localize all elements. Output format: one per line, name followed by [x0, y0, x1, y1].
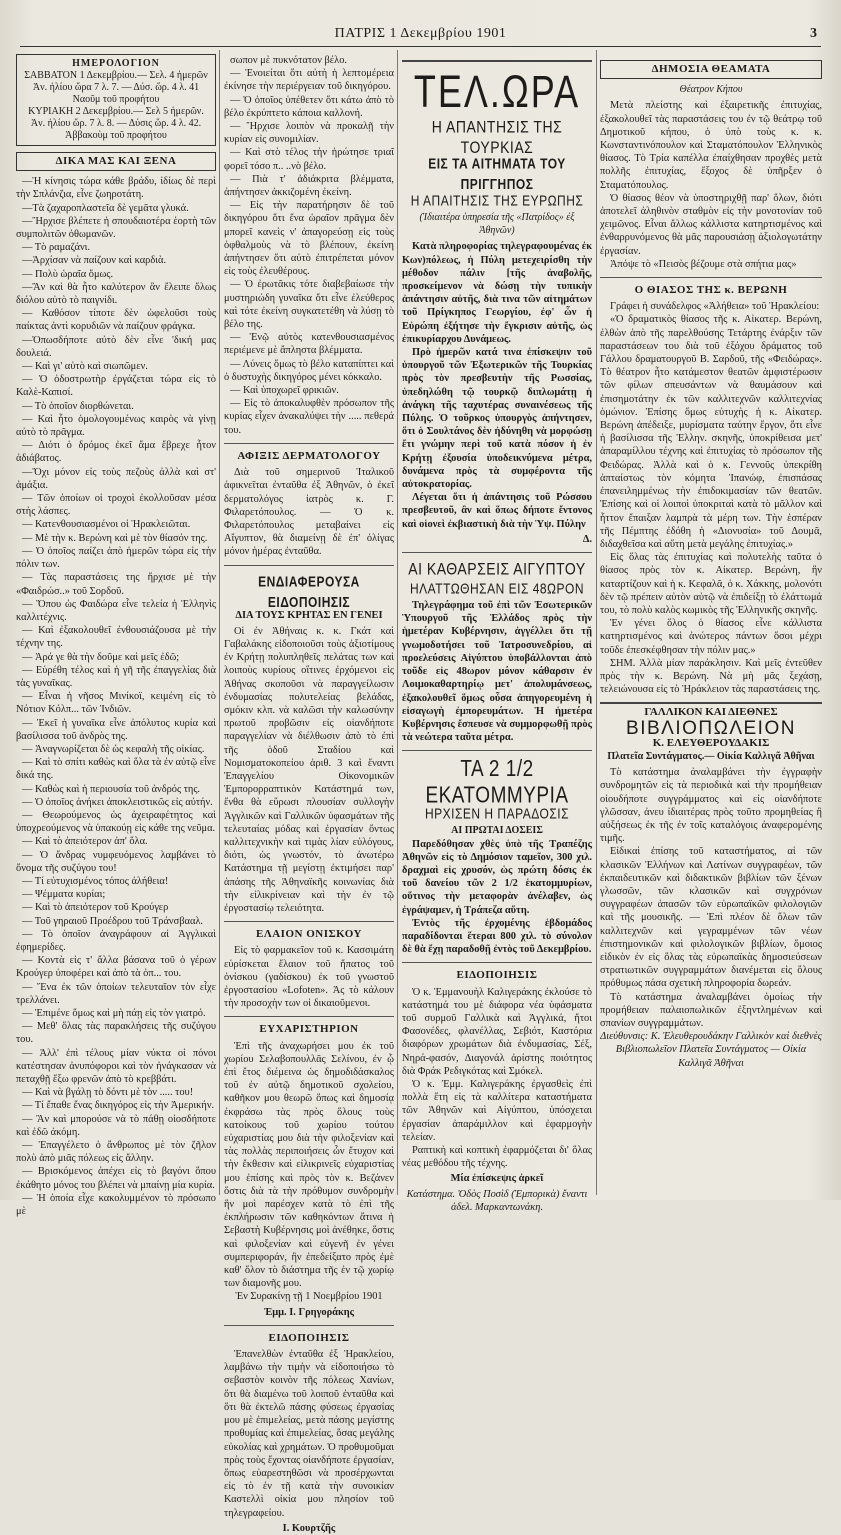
news-item: — Θεωρούμενος ὡς ἀχειραφέτητος καὶ ὑποχρεούμενος νὰ ὑπακούῃ εἰς κάθε της νεῦμα.	[16, 809, 216, 835]
news-item: — Διότι ὁ δρόμος ἐκεῖ ἅμα ἔβρεχε ἦτον ἀδιάβατος.	[16, 440, 216, 465]
news-item: — Μεθ' ὅλας τὰς παρακλήσεις τῆς συζύγου του.	[16, 1021, 216, 1046]
calendar-title: ΗΜΕΡΟΛΟΓΙΟΝ	[72, 58, 160, 69]
divider	[224, 1016, 394, 1017]
bookshop-text-3: Τὸ κατάστημα ἀναλαμβάνει ὁμοίως τὴν προμήθειαν παλαιοπωλικῶν ἐξηντλημένων καὶ σπανίων συγγραμμάτων.	[600, 991, 822, 1030]
story-paragraph: — Ἐνῷ αὐτὸς κατενθουσιασμένος περιέμενε μὲ ἄπληστα βλέμματα.	[224, 332, 394, 357]
news-item: — Τὰς παραστάσεις της ἤρχισε μὲ τὴν «Φαιδρώσ..» τοῦ Σορδοῦ.	[16, 572, 216, 597]
oil-text: Εἰς τὸ φαρμακεῖον τοῦ κ. Κασσιμάτη εὑρίσκεται ἔλαιον τοῦ ἥπατος τοῦ ὀνίσκου (γαδίσκου) ἐκ τοῦ γνωστοῦ ἐργοστασίου «Lofoten». Ἀς τὸ κάλουν τὴν προσοχὴν των οἱ δικαιοῦμενοι.	[224, 945, 394, 1010]
divider	[402, 962, 592, 963]
spectacles-text-3: Ἀπόψε τὸ «Πεισὸς βέζουμε στὰ σπήτια μας»	[610, 258, 797, 270]
tailor-notice-text-2: Ὁ κ. Ἐμμ. Καλιγεράκης ἐργασθεὶς ἐπὶ πολλὰ ἔτη εἰς τὰ καλλίτερα καταστήματα τῶν Ἀθηνῶν καὶ Αἰγύπτου, ὑπόσχεται ἐργασίαν ἀπαράμιλλον καὶ ἐφαρμογὴν τελείαν.	[402, 1078, 592, 1143]
calendar-lines	[21, 70, 211, 142]
divider	[402, 750, 592, 751]
dermatologist-title: ΑΦΙΞΙΣ ΔΕΡΜΑΤΟΛΟΓΟΥ	[237, 449, 381, 462]
news-item: — Τοῦ γηραιοῦ Προέδρου τοῦ Τράνσβααλ.	[22, 915, 204, 927]
bookshop-owner: Κ. ΕΛΕΥΘΕΡΟΥΔΑΚΙΣ	[652, 736, 770, 749]
veroni-text-3: Ἐν γένει ὅλος ὁ θίασος εἶνε κάλλιστα κατηρτισμένος καὶ ἀνώτερος πάντων ὅσοι μέχρι τοῦδε ἐπεσκέφθησαν τὴν πόλιν μας.»	[600, 618, 822, 656]
news-item: — Καὶ τὸ ἀπειότερον τοῦ Κρούγερ	[22, 902, 169, 914]
divider	[600, 277, 822, 278]
veroni-text-4: ΣΗΜ. Ἀλλὰ μίαν παράκλησιν. Καὶ μεῖς ἐντεῦθεν πρὸς τὴν κ. Βερώνη. Νὰ μὴ μᾶς ξεχάσῃ, τελειώνουσα εἰς τὸ Ἡράκλειον τὰς παραστάσεις της.	[600, 657, 822, 696]
news-item: — Τὸ ραμαζάνι.	[22, 242, 91, 254]
tailor-notice-title: ΕΙΔΟΠΟΙΗΣΙΣ	[456, 969, 538, 982]
bookshop-address: Πλατεῖα Συντάγματος.— Οἰκία Καλλιγᾶ Ἀθῆναι	[607, 750, 815, 762]
divider	[224, 921, 394, 922]
telegram-2: Πρὸ ἡμερῶν κατά τινα ἐπίσκεψιν τοῦ ὑπουργοῦ τῶν Ἐξωτερικῶν τῆς Τουρκίας πρὸς τὸν πρεσβευτὴν τῆς Ρωσσίας, ὑπεδηλώθη τῷ τουρκῷ διπλωμάτῃ ἡ ἀνάγκη τῆς ταχυτέρας συναινέσεως τῆς Πύλης. Ὁ τοῦρκος ὑπουργὸς ἀπήντησεν, ὅτι ὁ Σουλτάνος δὲν ἠδύνηθη νὰ μορφώσῃ ἔτι γνώμην περὶ τοῦ κατὰ πόσον ἡ ἐν Κρήτῃ ἐξουσία ὑποδεικνύμενα μέτρα, δυνάμενα πρὸς τὰ συμφέροντα τῆς αὐτοκρατορίας.	[402, 347, 592, 491]
millions-text: Παρεδόθησαν χθὲς ὑπὸ τῆς Τραπέζης Ἀθηνῶν εἰς τὸ Δημόσιον ταμεῖον, 300 χιλ. δραχμαὶ εἰς χρυσόν, ὡς πρώτη δόσις ἐκ τοῦ δανείου τῶν 2 1/2 ἑκατομμυρίων, οὕτινος τὴν μεταφορὰν ἀνέλαβεν, ὡς ἐγράψαμεν, ἡ Τράπεζα αὕτη.	[402, 838, 592, 916]
veroni-text-1: «Ὁ δραματικὸς θίασος τῆς κ. Αἰκατερ. Βερώνη, ἐλθὼν ἀπὸ τῆς παρελθούσης Τετάρτης ἐνάρξιν τῶν παραστάσεων του διὰ τοῦ ἐξόχου δράματος τοῦ Γάλλου δραματουργοῦ Β. Σαρδοῦ, τῆς «Φειδώρας». Τὸ θέατρον ἦτο κατάμεστον θεατῶν ἀμφιστέρωσιν τῶν φίλων σπευσάντων νὰ θαυμάσουν καὶ ἐπισημοτάτην ἐκ τῶν καλλιτεχνῶν καλλιτεχνίας ὁμώνιον. Ἐπίσης ὅμως εὐτυχὴς ἡ κ. Αἰκατερ. Βερώνη ἀπέδειξε, μυρίσματα ταύτην ἔργον, ὅτι εἶνε ἡ βασίλισσα τῆς Ἑλλην. σκηνῆς, ὑποκρίθεισα μετ' ἀπαραμίλλου τέχνης καὶ ἐπιτυχίας τὸ πρόσωπον τῆς Φειδώρας. Ἀλλὰ καὶ ὁ κ. Γεννοῦς ὑπεκρίθη ἀπταίστως τὸν κόμητα Ἰπανώφ, ἐπισπάσας ἐπανειλημμένως τὴν ἐπιδοκιμασίαν τῶν θεατῶν. Ἐπίσης καὶ οἱ λοιποὶ ὑποκριταὶ κατὰ τὸ μᾶλλον καὶ ἧττον ἔπαιξαν λαμπρὰ τὰ μέρη των. Τὴν ἑσπέραν τῆς Πέμπτης ἐδόθη ἡ «Διονυσία» τοῦ Δουμᾶ, διδαχθεῖσα καὶ αὕτη μετὰ μεγάλης ἐπιτυχίας.»	[600, 314, 822, 550]
news-item: —Ἂν καὶ θὰ ἦτο καλύτερον ἂν ἔλειπε ὅλως διόλου αὐτὸ τὸ παιγνίδι.	[16, 281, 216, 307]
news-item: — Καὶ τὸ σπίτι καθὼς καὶ ὅλα τὰ ἐν αὐτῷ εἶνε δικά της.	[16, 757, 216, 782]
news-item: — Καὶ τὸ ἀπειότερον ἀπ' ὅλα.	[22, 836, 148, 848]
egypt-subtitle: ΗΛΑΤΤΩΘΗΣΑΝ ΕΙΣ 48ΩΡΟΝ	[409, 580, 585, 598]
notice2-title: ΕΙΔΟΠΟΙΗΣΙΣ	[268, 1331, 350, 1344]
story-paragraph: — Ὁ ὁποῖος ὑπέθετεν ὅτι κάτω ἀπὸ τὸ βέλο ἐκρύπτετο κάποια καλλονή.	[224, 94, 394, 119]
news-item: — Ὅπου ὡς Φαιδώρα εἶνε τελεία ἡ Ἑλληνὶς καλλιτέχνις.	[16, 598, 216, 623]
column-1	[16, 54, 216, 1218]
thanks-title: ΕΥΧΑΡΙΣΤΗΡΙΟΝ	[259, 1023, 359, 1036]
news-item: — Εὑρέθη τέλος καὶ ἡ γῆ τῆς ἐπαγγελίας διὰ τὰς γυναῖκας.	[16, 664, 216, 689]
millions-title: ΤΑ 2 1/2 ΕΚΑΤΟΜΜΥΡΙΑ	[425, 757, 569, 809]
bookshop-pretitle: ΓΑΛΛΙΚΟΝ ΚΑΙ ΔΙΕΘΝΕΣ	[644, 706, 778, 719]
divider	[224, 443, 394, 444]
news-item: — Καθόσον τίποτε δὲν ὠφελοῦσι τοὺς παίκτας ἀντὶ κορυδιῶν νὰ παίζουν φράγκα.	[16, 308, 216, 333]
tailor-notice-address: Κατάστημα. Ὁδὸς Ποσὶδ (Ἐμπορικὰ) ἔναντι ἀδελ. Μαρκαντωνάκη.	[406, 1188, 588, 1213]
news-item: —Ἡ κίνησις τώρα κάθε βράδυ, ἰδίως δὲ περὶ τὴν Σπλάνζια, εἶνε ζωηροτάτη.	[16, 176, 216, 201]
story-paragraph: — Εἰς τὸ ἀποκαλυφθὲν πρόσωπον τῆς κυρίας εἶχεν ἀνακαλύψει τὴν ..... πεθερά του.	[224, 398, 394, 436]
telegram-signature: Δ.	[582, 533, 592, 545]
news-item: —Ὄχι μόνον εἰς τοὺς πεζοὺς ἀλλὰ καὶ στ' ἀμάξια.	[16, 466, 216, 491]
veroni-title: Ο ΘΙΑΣΟΣ ΤΗΣ κ. ΒΕΡΩΝΗ	[634, 284, 788, 297]
tailor-notice-text-1: Ὁ κ. Ἐμμανουὴλ Καλιγεράκης ἐκλούσε τὸ κατάστημά του μὲ διάφορα νέα ὑφάσματα τοῦ συρμοῦ Γαλλικὰ καὶ Ἀγγλικά, ἤτοι Φασονέδες, φλανέλλας, Σεβιότ, Καστόρια διαφόρων χρωμάτων διὰ ἐνδυμασίας, Σέξ, Νηρά-φασόν, Διαγονάλ ἀρίστης ποιότητος διὰ Φράκ Ρεδιγκότας καὶ Σμόκελ.	[402, 986, 592, 1077]
divider	[402, 60, 592, 62]
story-paragraph: — Πιὰ τ' ἀδιάκριτα βλέμματα, ἀπήντησεν ἀκκιζομένη ἐκείνη.	[224, 173, 394, 199]
story-paragraph: — Καὶ στὸ τέλος τὴν ἠρώτησε τριαῖ φορεῖ τόσο π.. ..νὸ βέλο.	[224, 147, 394, 172]
thanks-signature: Ἐμμ. Ι. Γρηγοράκης	[263, 1306, 355, 1318]
telegram-3: Λέγεται ὅτι ἡ ἀπάντησις τοῦ Ρώσσου πρεσβευτοῦ, ἂν καὶ ὅπως δήποτε ἔντονος καὶ οἱονεὶ ἐκβιαστικὴ διὰ τὴν Ὑψ. Πύλην	[402, 492, 592, 530]
news-item: — Βρισκόμενος ἀπέχει εἰς τὸ βαγόνι ὅπου ἐκάθητο μόνος του βλέπει νὰ μπαίνῃ μία κυρία.	[16, 1166, 216, 1191]
calendar-line: Ἀν. ἡλίου ὥρ. 7 λ. 8. — Δύσις ὥρ. 4 λ. 42.	[30, 118, 202, 129]
column-divider	[397, 50, 398, 1195]
headline-a: Η ΑΠΑΝΤΗΣΙΣ ΤΗΣ ΤΟΥΡΚΙΑΣ	[431, 117, 563, 157]
notice2-signature: Ι. Κουρτζῆς	[282, 1522, 336, 1534]
page-number: 3	[810, 26, 817, 41]
story-paragraph: — Ἐνοιείται ὅτι αὐτὴ ἡ λεπτομέρεια ἐκίνησε τὴν περιέργειαν τοῦ δικηγόρου.	[224, 68, 394, 93]
story-paragraph: — Λύνεις ὅμως τὸ βέλο καταπίπτει καὶ ὁ δυστυχὴς δικηγόρος μένει κόκκαλο.	[224, 358, 394, 383]
millions-text-2: Ἐντὸς τῆς ἐρχομένης ἑβδομάδος παραδίδονται ἕτεραι 800 χιλ. τὸ σύνολον δὲ θὰ ἔχῃ παραδοθῇ ἐντὸς τοῦ Δεκεμβρίου.	[402, 917, 592, 956]
news-item: — Τὸ ὁποῖον διορθώνεται.	[22, 400, 134, 412]
news-item: — Τί ἔπαθε ἕνας δικηγόρος εἰς τὴν Ἀμερικήν.	[22, 1100, 215, 1112]
headline-c: Η ΑΠΑΙΤΗΣΙΣ ΤΗΣ ΕΥΡΩΠΗΣ	[410, 192, 584, 209]
correspondent-note: (Ἰδιαιτέρα ὑπηρεσία τῆς «Πατρίδος» ἐξ Ἀθηνῶν)	[419, 212, 575, 237]
headline-b: ΕΙΣ ΤΑ ΑΙΤΗΜΑΤΑ ΤΟΥ ΠΡΙΓΓΗΠΟΣ	[428, 155, 566, 193]
notice-banner-1: ΕΝΔΙΑΦΕΡΟΥΣΑ ΕΙΔΟΠΟΙΗΣΙΣ	[258, 572, 360, 610]
divider	[402, 552, 592, 553]
egypt-text: Τηλεγράφημα τοῦ ἐπὶ τῶν Ἐσωτερικῶν Ὑπουργοῦ τῆς Ἑλλάδος πρὸς τὴν ἡμετέραν Κυβέρνησιν, ἀγγέλλει ὅτι τῇ γνωμοδοτήσει τοῦ Ἰατροσυνεδρίου, αἱ προελεύσεις Αἰγύπτου ὑποβάλλονται ἀπὸ τοῦδε εἰς 48ωρον μόνον κάθαρσιν ἐν Λοιμοκαθαρτηρίῳ μετ' ἀπολυμάνσεως, ἐξακολουθεῖ ὅμως οὖσα ἀπηγορευμένη ἡ εἰσαγωγὴ ἐμπορευμάτων. Ἡ ἡμετέρα Κυβέρνησις ἔσπευσε νὰ συμμορφωθῇ πρὸς τὰ νεώτερα ταῦτα μέτρα.	[402, 600, 592, 744]
thanks-date: Ἐν Συρακίνῃ τῇ 1 Νοεμβρίου 1901	[235, 1291, 383, 1303]
news-item: — Ψέμματα κυρίαι;	[22, 889, 106, 901]
story-paragraph: — Εἰς τὴν παρατήρησιν δὲ τοῦ δικηγόρου ὅτι ἕνα ὡραῖον πρᾶγμα δὲν μπορεῖ κανεὶς ν' ἀπαγορεύσῃ εἰς τοὺς ὀφθαλμοὺς νὰ τὸ βλέπουν, ἐκείνη ἀπήντησεν ὅτι αὐτὸ ἐπιτρέπεται μόνον εἰς τοὺς ἐλευθέρους.	[224, 200, 394, 278]
news-item: —Ὁπωσδήποτε αὐτὸ δὲν εἶνε 'δική μας δουλειά.	[16, 334, 216, 359]
news-item: — Μὲ τὴν κ. Βερώνη καὶ μὲ τὸν θίασόν της.	[22, 532, 208, 544]
news-item: — Κοντὰ εἰς τ' ἄλλα βάσανα τοῦ ὁ γέρων Κρούγερ ὑποφέρει καὶ ἀπὸ τὰ ὀπ... του.	[16, 955, 216, 980]
spectacles-title: ΔΗΜΟΣΙΑ ΘΕΑΜΑΤΑ	[600, 60, 822, 79]
news-item: — Κατενθουσιασμένοι οἱ Ἡρακλειῶται.	[22, 519, 191, 531]
news-item: — Τὸ ὁποῖον ἀναγράφουν αἱ Ἀγγλικαὶ ἐφημερίδες.	[16, 928, 216, 953]
section-title: ΔΙΚΑ ΜΑΣ ΚΑΙ ΞΕΝΑ	[16, 152, 216, 171]
calendar-line: Ναοῦμ τοῦ προφήτου	[72, 94, 160, 105]
calendar-line: ΚΥΡΙΑΚΗ 2 Δεκεμβρίου.— Σελ 5 ἡμερῶν.	[28, 106, 204, 117]
bookshop-text-1: Τὸ κατάστημα ἀναλαμβάνει τὴν ἐγγραφὴν συνδρομητῶν εἰς τὰ περιοδικὰ καὶ τὴν προμήθειαν οἱουδήποτε συγγράμματος καὶ εἰς οἱανδήποτε γλῶσσαν, ἀνευ ἰδιαιτέρας πρὸς τοῦτο προμηθείας ἢ αὐξήσεως ἐκ τῆς ἐν τοῖς καταλόγοις ἀναφερομένης τιμῆς.	[600, 767, 822, 845]
news-item: — Ἡ ὁποία εἶχε κακολυμμένον τὸ πρόσωπο μὲ	[16, 1192, 216, 1218]
news-items	[16, 175, 216, 1218]
news-item: — Καὶ νὰ βγάλῃ τὸ δόντι μὲ τὸν ..... του!	[22, 1087, 194, 1099]
millions-subtitle-2: ΑΙ ΠΡΩΤΑΙ ΔΟΣΕΙΣ	[451, 825, 543, 837]
news-item: — Ἐπαγγέλετο ὁ ἄνθρωπος μὲ τὸν ζῆλον πολὺ ἀπὸ μιᾶς πόλεως εἰς ἄλλην.	[16, 1140, 216, 1165]
column-divider	[219, 50, 220, 1195]
dermatologist-text: Διὰ τοῦ σημερινοῦ Ἰταλικοῦ ἀφικνεῖται ἐνταῦθα ἐξ Ἀθηνῶν, ὁ ἐκεῖ δερματολόγος ἰατρὸς κ. Γ. Φιλαρετόπουλος. — Ὁ κ. Φιλαρετόπουλος μεταβαίνει εἰς Αἴγυπτον, θὰ διαμείνῃ δὲ ἐπ' ὀλίγας μόνον ἡμέρας ἐνταῦθα.	[224, 467, 394, 558]
egypt-title: ΑΙ ΚΑΘΑΡΣΕΙΣ ΑΙΓΥΠΤΟΥ	[408, 559, 586, 579]
column-4	[600, 54, 822, 1194]
news-item: — Πολὺ ὡραῖα ὅμως.	[22, 268, 114, 280]
late-news-title: ΤΕΛ.ΩΡΑ	[413, 65, 581, 117]
millions-subtitle: ΗΡΧΙΣΕΝ Η ΠΑΡΑΔΟΣΙΣ	[425, 805, 569, 823]
calendar-line: Ἀν. ἡλίου ὥρα 7 λ. 7. — Δύσ. ὥρ. 4 λ. 41	[32, 82, 200, 93]
news-item: — Ὁ ὀδοστρωτὴρ ἐργάζεται τώρα εἰς τὸ Καλὲ-Καπισί.	[16, 374, 216, 399]
divider	[600, 702, 822, 704]
news-item: — Ἐκεῖ ἡ γυναῖκα εἶνε ἀπόλυτος κυρία καὶ βασίλισσα τοῦ ἀνδρὸς της.	[16, 717, 216, 742]
news-item: — Ἀρά γε θὰ τὴν δοῦμε καὶ μεῖς ἐδῶ;	[22, 651, 180, 663]
news-item: — Καθὼς καὶ ἡ περιουσία τοῦ ἀνδρός της.	[22, 783, 201, 795]
story-paragraph: — Ἤρχισε λοιπὸν νὰ προκαλῇ τὴν κυρίαν εἰς συνομιλίαν.	[224, 121, 394, 146]
calendar-line: ΣΑΒΒΑΤΟΝ 1 Δεκεμβρίου.— Σελ. 4 ἡμερῶν	[24, 70, 208, 81]
oil-title: ΕΛΑΙΟΝ ΟΝΙΣΚΟΥ	[256, 928, 362, 941]
spectacles-text-2: Ὁ θίασος θέον νὰ ὑποστηριχθῇ παρ' ὅλων, διότι ἀποτελεῖ ἀληθινὸν σταθμὸν εἰς τὴν μονοτονίαν τοῦ χειμῶνος. Εἶναι ἄλλως κάλλιστα κατηρτισμένος καὶ ἐνθαρρυνόμενος θὰ μᾶς παρουσιάσῃ ἀξιολογωτάτην ἐργασίαν.	[600, 192, 822, 257]
tailor-notice-slogan: Μία ἐπίσκεψις ἀρκεῖ	[450, 1173, 544, 1185]
veroni-text-2: Εἰς ὅλας τὰς ἐπιτυχίας καὶ πολυτελὴς ταῦτα ὁ θίασος πρὸς τὸν κ. Αἰκατερ. Βερώνη, ἣν καταρτίζουν καὶ ἡ κ. Κεφαλᾶ, ὁ κ. Χάκκης, μολονότι δὲν τῷ πρέπειν αὐτὸν αὐτῷ νὰ ἐπιδείξῃ τὸ ἐλάττωμά του, τὸ πολὺ καλὸς κωμικὸς τῆς Ἑλληνικῆς σκηνῆς.	[600, 552, 822, 616]
story-paragraph: σωπον μὲ πυκνότατον βέλο.	[230, 55, 347, 66]
news-item: — Ἐπιμένε ὅμως καὶ μὴ πάῃ εἰς τὸν γιατρό.	[22, 1008, 206, 1019]
column-3	[402, 54, 592, 1213]
news-item: — Ἕνα ἐκ τῶν ὁποίων τελευταῖον τὸν εἶχε τρελλάνει.	[16, 981, 216, 1006]
news-item: — Καὶ ἐξακολουθεῖ ἐνθουσιάζουσα μὲ τὴν τέχνην της.	[16, 625, 216, 650]
divider	[224, 1325, 394, 1326]
notice-banner-2: ΔΙΑ ΤΟΥΣ ΚΡΗΤΑΣ ΕΝ ΓΕΝΕΙ	[235, 609, 383, 621]
calendar-box	[16, 54, 216, 146]
news-item: — Τί εὐτυχισμένος τόπος ἀλήθεια!	[22, 875, 169, 887]
news-item: — Ὁ ὁποῖος παίζει ἀπὸ ἡμερῶν τώρα εἰς τὴν πόλιν των.	[16, 545, 216, 571]
news-item: — Ἀλλ' ἐπὶ τέλους μίαν νύκτα οἱ πόνοι κατέστησαν ἀνυπόφοροι καὶ τὸν ἠνάγκασαν νὰ πεταχθῇ ἔξω φρενῶν ἀπὸ τὸ κρεββάτι.	[16, 1047, 216, 1086]
bookshop-title: ΒΙΒΛΙΟΠΩΛΕΙΟΝ	[626, 717, 796, 739]
news-item: — Ἂν καὶ μπορούσε νὰ τὸ πάθῃ οἱοσδήποτε καὶ ἐδῶ ἀκόμη.	[16, 1113, 216, 1138]
story-paragraph: — Καὶ ὑποχωρεῖ φρικιῶν.	[230, 385, 339, 397]
masthead	[20, 24, 821, 47]
news-item: — Εἶναι ἡ νῆσος Μινίκοϊ, κειμένη εἰς τὸ Νότιον Κόλπ... τῶν Ἰνδιῶν.	[16, 691, 216, 716]
veroni-intro: Γράφει ἡ συνάδελφος «Ἀλήθεια» τοῦ Ἡρακλείου:	[610, 301, 820, 313]
news-item: — Καὶ ἦτο ὁμολογουμένως καιρὸς νὰ γίνῃ αὐτὸ τὸ πρᾶγμα.	[16, 413, 216, 439]
bookshop-footer: Διεύθυνσις: Κ. Ἐλευθερουδάκην Γαλλικὸν καὶ διεθνὲς Βιβλιοπωλεῖον Πλατεῖα Συντάγματος — Οἰκία Καλλιγᾶ Ἀθῆναι	[600, 1031, 822, 1069]
bookshop-text-2: Εἰδικαὶ ἐπίσης τοῦ καταστήματος, αἱ τῶν κλασικῶν Ἑλλήνων καὶ Λατίνων συγγραφέων, τῶν ἐκπαιδευτικῶν καὶ διδακτικῶν βιβλίων τῶν ξένων γλωσσῶν, τῶν κλασικῶν καὶ συγχρόνων συγγραφέων ἁπασῶν τῶν εὐρωπαϊκῶν φιλολογιῶν καὶ τῆς μουσικῆς. — Ἐπὶ πλέον δὲ ὅλων τῶν καλλιτεχνῶν καὶ γεγραμμένων τῶν νέων ἐπιστημονικῶν καὶ φιλολογικῶν βιβλίων, ὅμοιος εἰδικὸν ἐν εἰς ὅλας τὰς εὐρωπαϊκὰς δημοσιεύσεων στρατιωτικῶν συγγραμμάτων διανέμεται εἰς ὅλους πρόθυμως πάσα σχετικὴ πληροφορία δωρεάν.	[600, 846, 822, 990]
column-divider	[596, 50, 597, 1195]
news-item: — Καὶ γι' αὐτὸ καὶ σιωπῶμεν.	[22, 361, 148, 373]
notice-text: Οἱ ἐν Ἀθήναις κ. κ. Γκάτ καὶ Γαβαλάκης εἰδοποιοῦσι τοὺς ἀξιοτίμους ἐν Κρήτῃ πολυπληθεῖς πελάτας των καὶ λοιποὺς κυρίους οἵτινες ἐρχόμενοι εἰς Ἀθήνας σκοποῦσι νὰ παραγγείλωσιν ἐνδυμασίας πολυτελείας βελάδας, σμόκιν κλπ. νὰ καλῶσι τὴν καλωσύνην πρωτοῦ προβῶσιν εἰς οἱανδήποτε παραγγελίαν νὰ διέλθωσιν ἀπὸ τὸ ἐπὶ τῆς ὁδοῦ Σταδίου καὶ Νομισματοκοπείου ἀριθ. 3 καὶ ἔναντι Ἐπαγγελίου Οἰκονομικῶν Ἐμπορορραπτικὸν Κατάστημά των, ἔνθα θὰ εὕρωσι πλουσίαν συλλογὴν Ἀγγλικῶν καὶ Γαλλικῶν ὑφασμάτων τῆς τελευταίας μόδας καὶ ἐργασίαν ὄντως καλλιτεχνικὴν καὶ τιμὰς λίαν εὐλόγους, διότι, ὡς γνωστόν, τὸ ἀνωτέρω Κατάστημα τῇ μεγίστῃ ἐκτιμήσει παρ' ἁπάσης τῆς Ἀθηναϊκῆς κοινωνίας διὰ τὴν εἰλικρίνειαν καὶ τὴν ἐν τῷ ἐργοστασίῳ τελειότητα.	[224, 625, 394, 914]
news-item: —Τὰ ζαχαροπλαστεῖα δὲ γεμᾶτα γλυκά.	[22, 202, 189, 214]
news-item: — Ὁ ἄνδρας νυμφευόμενος λαμβάνει τὸ ὄνομα τῆς συζύγου του!	[16, 849, 216, 874]
news-item: — Ἀναγνωρίζεται δὲ ὡς κεφαλὴ τῆς οἰκίας.	[22, 743, 205, 755]
news-item: —Ἀρχίσαν νὰ παίζουν καὶ καρδιὰ.	[22, 255, 167, 267]
masthead-title: ΠΑΤΡΙΣ 1 Δεκεμβρίου 1901	[334, 26, 507, 41]
spectacles-subtitle: Θέατρον Κήπου	[679, 84, 743, 96]
column-2	[224, 54, 394, 1534]
spectacles-text-1: Μετὰ πλείστης καὶ ἐξαιρετικῆς ἐπιτυχίας, ἐξακολουθεῖ τὰς παραστάσεις του ἐν τῷ θεάτρῳ τοῦ Δημοτικοῦ κήπου, ὁ ὑπὸ τοὺς κ. κ. Κωνσταντινόπουλον καὶ Σταματόπουλον Ἑλληνικὸς θίασος. Τὸ Τρία καπέλλα ἐπαίχθησαν προχθὲς μετὰ πολλῆς ἐπιτυχίας, ἔξοχος δὲ ὑπῆρξεν ὁ Σταματόπουλος.	[600, 100, 822, 191]
calendar-line: Ἀββακοὺμ τοῦ προφήτου	[65, 130, 167, 141]
notice2-text: Ἐπανελθὼν ἐνταῦθα ἐξ Ἡρακλείου, λαμβάνω τὴν τιμὴν νὰ εἰδοποιήσω τὸ σεβαστὸν κοινὸν τῆς πόλεως Χανίων, ὅτι θὰ διαμένω τοῦ λοιποῦ ἐνταῦθα καὶ ὅτι θὰ ἐκτελῶ πάσης φύσεως ἐργασίας μου μὲ ἐπιμελείας, μετὰ πάσης μεγίστης προθυμίας καὶ ἐπιμελείας, ὅσας μεγάλης εὐκολίας καὶ χρημάτων. Ὁ προθυμοῦμαι πρὸς τοὺς ἔχοντας οἱανδήποτε ἐργασίαν, ὅπως εὐαρεστηθῶσι νὰ προσέρχωνται εἰς τὸ ἐν τῇ κατὰ τὴν συνοικίαν Καστελλὶ οἰκία μου πλησίον τοῦ τηλεγραφείου.	[224, 1349, 394, 1519]
news-item: —Ἤρχισε βλέπετε ἡ σπουδαιοτέρα ἑορτὴ τῶν συμπολιτῶν ὀθωμανῶν.	[16, 215, 216, 241]
thanks-text: Ἐπὶ τῆς ἀναχωρήσει μου ἐκ τοῦ χωρίου Σελαβοπουλλᾶς Σελίνου, ἐν ᾧ ἐπὶ ἔτος διέμεινα ὡς δημοδιδάσκαλος τοῦ ἐν αὐτῷ δημοτικοῦ σχολείου, καθῆκον μου θεωρῶ ὅπως καὶ δημοσίᾳ ἐκφράσω τὰς πρὸς ὅλους τοὺς κατοίκους τοῦ χωρίου τούτου εὐχαριστίας μου διὰ τὴν φιλοξενίαν καὶ τὰς πολλὰς περιποιήσεις ὧν ἔτυχον καὶ τὴν ἔκθεσιν καὶ εἰλικρινεῖς εὐχαριστίας μου ἐπίσης καὶ πρὸς τὸν κ. Βεζάνεν ὅστις διὰ τὰ τὴν πρόθυμον συνδρομὴν ἣν μοὶ παρέσχεν κατὰ τὸ ἐπὶ τῆς ἐκπλήρωσιν τῶν καθηκόντων ἄτινα ἡ Σεβαστὴ Κυβέρνησις μοὶ ἀνέθηκε, ὅστις καὶ φιλοξενίαν καὶ εὐγενῆ ἐν γένει συμπεριφοράν, ἣν ἐπεδείξατο πρὸς ἐμὲ καθ' ὅλον τὸ διάστημα τῆς ἐν τῷ χωρίῳ των διαμονῆς μου.	[224, 1040, 394, 1290]
story-paragraph: — Ὁ ἐρωτᾶκις τότε διαβεβαίωσε τὴν μυστηριώδη γυναῖκα ὅτι εἶνε ἐλεύθερος καὶ τότε ἐκείνη συγκατετέθη νὰ λύσῃ τὸ βέλο της.	[224, 279, 394, 331]
divider	[224, 565, 394, 566]
tailor-notice-text-3: Ραπτικὴ καὶ κοπτικὴ ἐφαρμόζεται δι' ὅλας νέας μεθόδου τῆς τέχνης.	[402, 1144, 592, 1170]
telegram-1: Κατὰ πληροφορίας τηλεγραφουμένας ἐκ Κων)πόλεως, ἡ Πύλη μετεχειρίσθη τὴν μέθοδον πάλιν [τῆς ἀναβολῆς, προσκείμενον νὰ δώσῃ τὴν τυπικὴν ἀπάντησιν αὐτῆς, διὰ τινα τῶν αἰτημάτων τοῦ Πρίγκηπος Γεωργίου, ἐφ' ὧν ἡ Εὐρώπη ἐξήτησε τὴν ἔγκρισιν αὐτῆς, ὡς ἐπικυρίαρχου Δυνάμεως.	[402, 241, 592, 345]
news-item: — Τῶν ὁποίων οἱ τροχοὶ ἐκολλοῦσαν μέσα στὴς λάσπες.	[16, 493, 216, 518]
story-continuation	[224, 54, 394, 437]
news-item: — Ὁ ὁποῖος ἀνήκει ἀποκλειστικῶς εἰς αὐτήν.	[22, 796, 213, 808]
